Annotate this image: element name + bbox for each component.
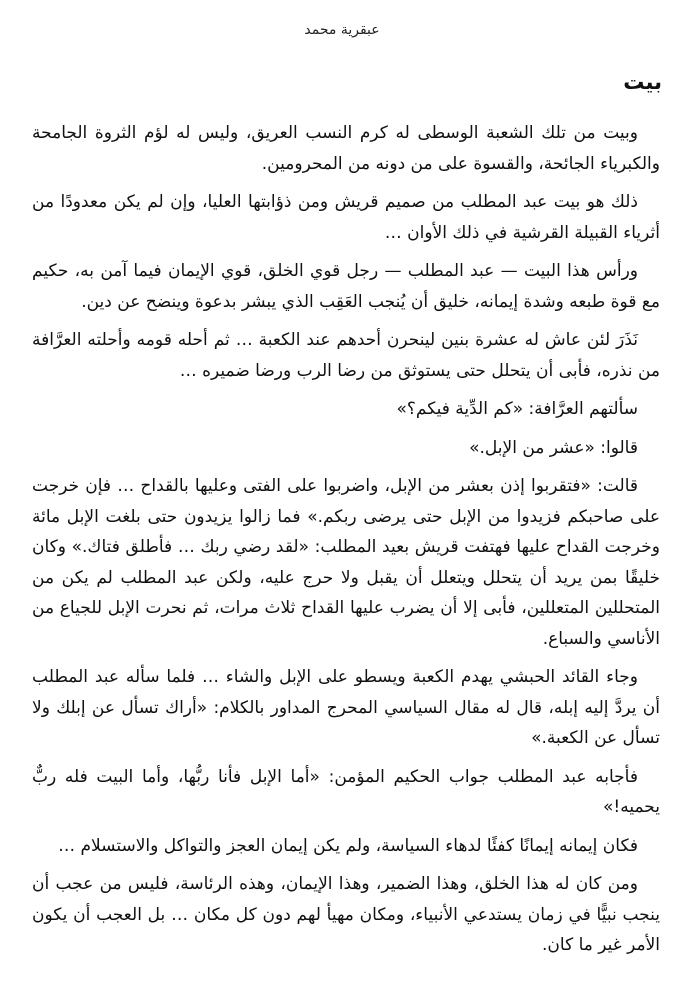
paragraph: ومن كان له هذا الخلق، وهذا الضمير، وهذا الإيمان، وهذه الرئاسة، فليس من عجب أن ينجب نبيًّا في زمان يستدعي الأنبياء، ومكان مهيأ لهم دون كل مكان … بل العجب أن يكون الأمر غير ما كان. (32, 874, 660, 955)
paragraph: ورأس هذا البيت — عبد المطلب — رجل قوي الخلق، قوي الإيمان فيما آمن به، حكيم مع قوة طبعه وشدة إيمانه، خليق أن يُنجب العَقِب الذي يبشر بدعوة وينضح عن دين. (32, 261, 660, 312)
paragraph: قالوا: «عشر من الإبل.» (469, 437, 638, 458)
running-header: عبقرية محمد (304, 22, 380, 38)
paragraph: سألتهم العرَّافة: «كم الدِّية فيكم؟» (396, 399, 638, 419)
paragraph: ذلك هو بيت عبد المطلب من صميم قريش ومن ذؤابتها العليا، وإن لم يكن معدودًا من أثرياء القبيلة القرشية في ذلك الأوان … (32, 192, 660, 243)
paragraph: نَذَرَ لئن عاش له عشرة بنين لينحرن أحدهم عند الكعبة … ثم أحله قومه وأحلته العرَّافة من نذره، فأبى أن يتحلل حتى يستوثق من رضا الرب ورضا ضميره … (32, 330, 660, 381)
body-text (32, 118, 660, 969)
chapter-title: بيت (623, 70, 662, 94)
paragraph: فأجابه عبد المطلب جواب الحكيم المؤمن: «أما الإبل فأنا ربُّها، وأما البيت فله ربٌّ يحميه!» (32, 766, 660, 817)
paragraph: قالت: «فتقربوا إذن بعشر من الإبل، واضربوا على الفتى وعليها بالقداح … فإن خرجت على صاحبكم فزيدوا من الإبل حتى يرضى ربكم.» فما زالوا يزيدون حتى بلغت الإبل مائة وخرجت القداح عليها فهتفت قريش بعيد المطلب: «لقد رضي ربك … فأطلق فتاك.» وكان خليقًا بمن يريد أن يتحلل ويتعلل أن يقبل ولا حرج عليه، ولكن عبد المطلب لم يكن من المتحللين المتعللين، فأبى إلا أن يضرب عليها القداح ثلاث مرات، ثم نحرت الإبل للجياع من الأناسي والسباع. (32, 476, 660, 649)
paragraph: وجاء القائد الحبشي يهدم الكعبة ويسطو على الإبل والشاء … فلما سأله عبد المطلب أن يردَّ إليه إبله، قال له مقال السياسي المحرج المداور بالكلام: «أراك تسأل عن إبلك ولا تسأل عن الكعبة.» (32, 667, 660, 748)
paragraph: وبيت من تلك الشعبة الوسطى له كرم النسب العريق، وليس له لؤم الثروة الجامحة والكبرياء الجائحة، والقسوة على من دونه من المحرومين. (32, 123, 660, 174)
paragraph: فكان إيمانه إيمانًا كفئًا لدهاء السياسة، ولم يكن إيمان العجز والتواكل والاستسلام … (58, 835, 638, 856)
